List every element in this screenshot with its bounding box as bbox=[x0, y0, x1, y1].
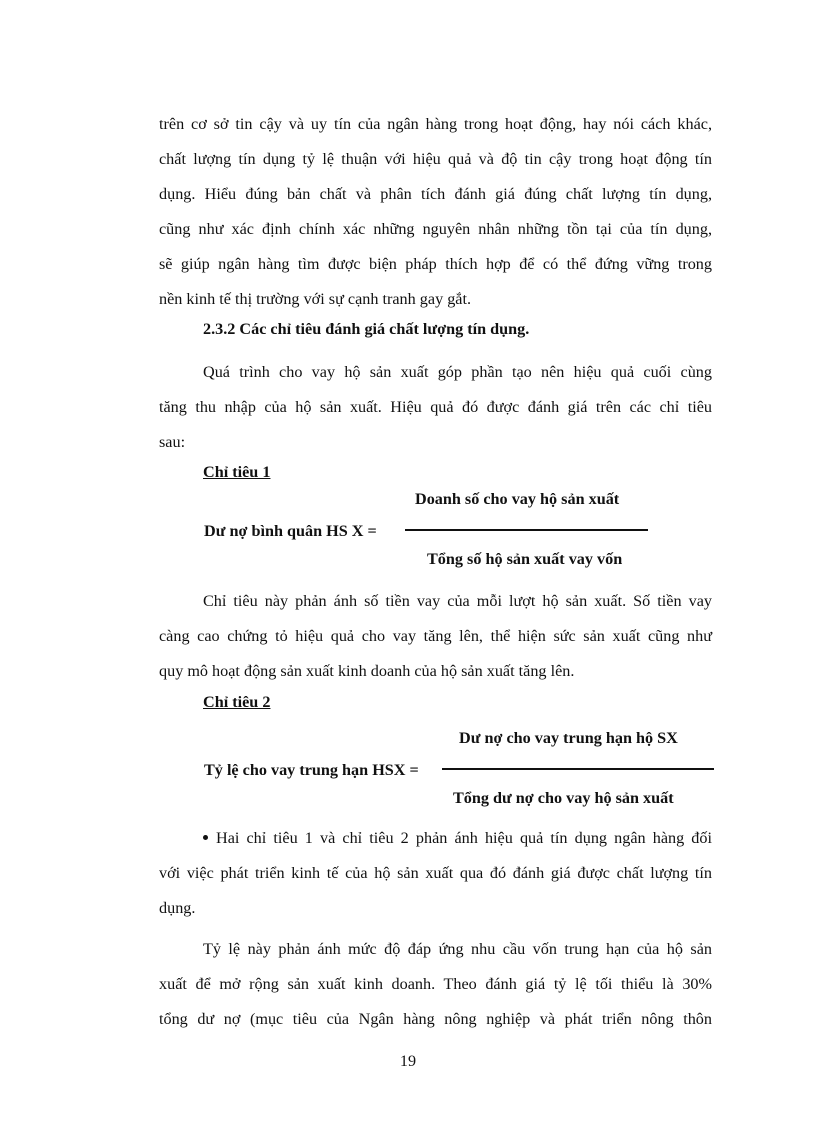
paragraph-line bbox=[159, 821, 712, 856]
paragraph-line: tăng thu nhập của hộ sản xuất. Hiệu quả đó được đánh giá trên các chỉ tiêu bbox=[159, 398, 712, 416]
paragraph-line: quy mô hoạt động sản xuất kinh doanh của hộ sản xuất tăng lên. bbox=[159, 662, 575, 680]
formula-2-numerator: Dư nợ cho vay trung hạn hộ SX bbox=[459, 729, 678, 747]
formula-1-fraction-bar bbox=[405, 529, 648, 531]
paragraph-line: trên cơ sở tin cậy và uy tín của ngân hàng trong hoạt động, hay nói cách khác, bbox=[159, 115, 712, 133]
formula-2-denominator: Tổng dư nợ cho vay hộ sản xuất bbox=[453, 789, 674, 807]
paragraph-line: càng cao chứng tỏ hiệu quả cho vay tăng lên, thể hiện sức sản xuất cũng như bbox=[159, 627, 712, 645]
paragraph-line: sẽ giúp ngân hàng tìm được biện pháp thích hợp để có thể đứng vững trong bbox=[159, 255, 712, 273]
formula-1-lhs: Dư nợ bình quân HS X = bbox=[204, 522, 377, 540]
bullet-icon bbox=[203, 835, 208, 840]
indicator-1-title bbox=[159, 455, 712, 490]
paragraph-2 bbox=[159, 355, 712, 460]
paragraph-1 bbox=[159, 107, 712, 317]
indicator-2-title bbox=[159, 685, 712, 720]
formula-2-fraction-bar bbox=[442, 768, 714, 770]
paragraph-line: dụng. Hiểu đúng bản chất và phân tích đánh giá đúng chất lượng tín dụng, bbox=[159, 185, 712, 203]
paragraph-line: Quá trình cho vay hộ sản xuất góp phần tạo nên hiệu quả cuối cùng bbox=[203, 363, 712, 381]
paragraph-line: Chỉ tiêu này phản ánh số tiền vay của mỗi lượt hộ sản xuất. Số tiền vay bbox=[203, 592, 712, 610]
section-heading bbox=[159, 312, 712, 347]
page-number: 19 bbox=[399, 1052, 417, 1070]
section-heading-text: 2.3.2 Các chỉ tiêu đánh giá chất lượng tín dụng. bbox=[203, 320, 530, 338]
paragraph-line: Tỷ lệ này phản ánh mức độ đáp ứng nhu cầu vốn trung hạn của hộ sản bbox=[203, 940, 712, 958]
formula-1-denominator: Tổng số hộ sản xuất vay vốn bbox=[427, 550, 623, 568]
indicator-1-title-text: Chỉ tiêu 1 bbox=[203, 463, 271, 481]
paragraph-line-text: Hai chỉ tiêu 1 và chỉ tiêu 2 phản ánh hiệu quả tín dụng ngân hàng đối bbox=[216, 829, 712, 847]
paragraph-4 bbox=[159, 821, 712, 926]
paragraph-line: tổng dư nợ (mục tiêu của Ngân hàng nông nghiệp và phát triển nông thôn bbox=[159, 1010, 712, 1028]
paragraph-line: cũng như xác định chính xác những nguyên nhân những tồn tại của tín dụng, bbox=[159, 220, 712, 238]
paragraph-line: sau: bbox=[159, 433, 186, 451]
paragraph-line: xuất để mở rộng sản xuất kinh doanh. Theo đánh giá tỷ lệ tối thiểu là 30% bbox=[159, 975, 712, 993]
formula-1-numerator: Doanh số cho vay hộ sản xuất bbox=[415, 490, 620, 508]
paragraph-line: nền kinh tế thị trường với sự cạnh tranh gay gắt. bbox=[159, 290, 472, 308]
indicator-2-title-text: Chỉ tiêu 2 bbox=[203, 693, 271, 711]
paragraph-3 bbox=[159, 584, 712, 689]
paragraph-line: chất lượng tín dụng tỷ lệ thuận với hiệu quả và độ tin cậy trong hoạt động tín bbox=[159, 150, 712, 168]
paragraph-line: dụng. bbox=[159, 899, 196, 917]
paragraph-5 bbox=[159, 932, 712, 1037]
paragraph-line: với việc phát triển kinh tế của hộ sản xuất qua đó đánh giá được chất lượng tín bbox=[159, 864, 712, 882]
formula-2-lhs: Tỷ lệ cho vay trung hạn HSX = bbox=[204, 761, 419, 779]
